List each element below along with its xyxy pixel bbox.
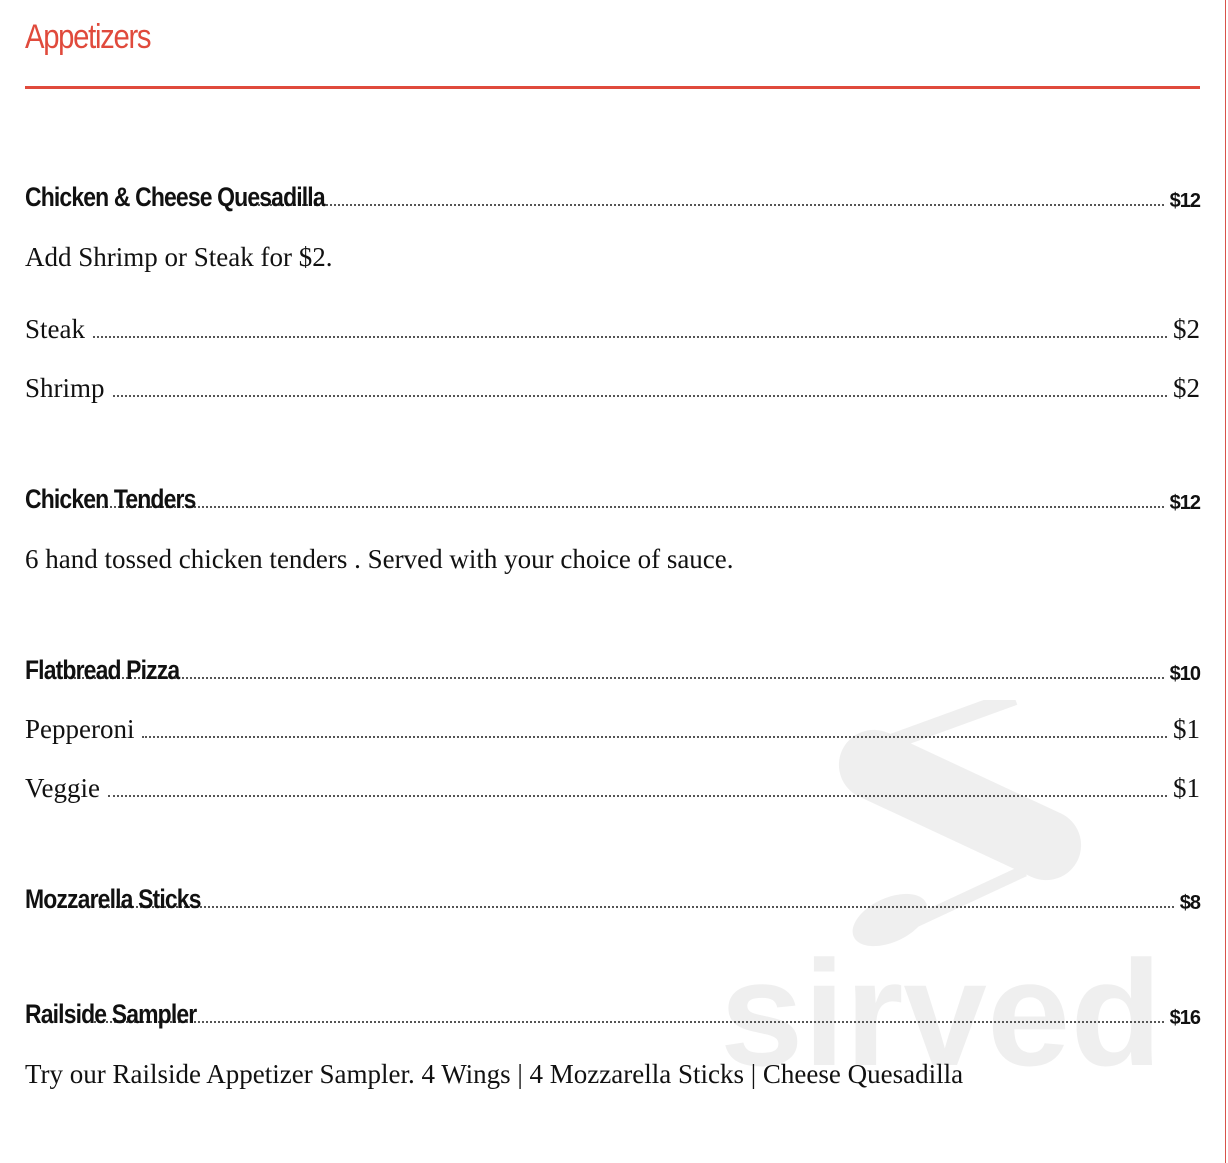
- dot-leader: [245, 203, 1164, 206]
- option-price: $1: [1173, 714, 1200, 744]
- item-name: Railside Sampler: [25, 999, 197, 1029]
- dot-leader: [113, 394, 1167, 397]
- menu-item-mozzarella-sticks: [25, 884, 1200, 915]
- section-title: Appetizers: [25, 18, 151, 56]
- page-border: [1225, 0, 1226, 1163]
- item-price: $12: [1169, 190, 1200, 212]
- item-name: Chicken Tenders: [25, 484, 196, 514]
- item-name: Flatbread Pizza: [25, 655, 180, 685]
- option-steak: [25, 314, 1200, 345]
- menu-item-chicken-tenders: [25, 484, 1200, 515]
- item-description: 6 hand tossed chicken tenders . Served with your choice of sauce.: [25, 544, 734, 574]
- menu-item-quesadilla: [25, 182, 1200, 213]
- option-veggie: [25, 773, 1200, 804]
- option-name: Steak: [25, 314, 85, 344]
- svg-text:sirved: sirved: [720, 929, 1162, 1080]
- option-price: $2: [1173, 373, 1200, 403]
- menu-item-railside-sampler: [25, 999, 1200, 1030]
- option-name: Veggie: [25, 773, 100, 803]
- item-name: Mozzarella Sticks: [25, 884, 201, 914]
- option-price: $1: [1173, 773, 1200, 803]
- option-pepperoni: [25, 714, 1200, 745]
- item-price: $16: [1169, 1007, 1200, 1029]
- section-divider: [25, 86, 1200, 89]
- dot-leader: [94, 1020, 1164, 1023]
- item-description: Add Shrimp or Steak for $2.: [25, 242, 333, 272]
- dot-leader: [142, 735, 1167, 738]
- menu-item-flatbread-pizza: [25, 655, 1200, 686]
- option-shrimp: [25, 373, 1200, 404]
- option-name: Pepperoni: [25, 714, 135, 744]
- dot-leader: [93, 505, 1164, 508]
- item-name: Chicken & Cheese Quesadilla: [25, 182, 325, 212]
- item-price: $10: [1169, 663, 1200, 685]
- option-name: Shrimp: [25, 373, 105, 403]
- item-price: $12: [1169, 492, 1200, 514]
- item-price: $8: [1179, 892, 1200, 914]
- dot-leader: [108, 794, 1167, 797]
- dot-leader: [99, 905, 1174, 908]
- dot-leader: [93, 335, 1167, 338]
- item-description: Try our Railside Appetizer Sampler. 4 Wings | 4 Mozzarella Sticks | Cheese Quesadilla: [25, 1059, 964, 1089]
- option-price: $2: [1173, 314, 1200, 344]
- dot-leader: [74, 676, 1164, 679]
